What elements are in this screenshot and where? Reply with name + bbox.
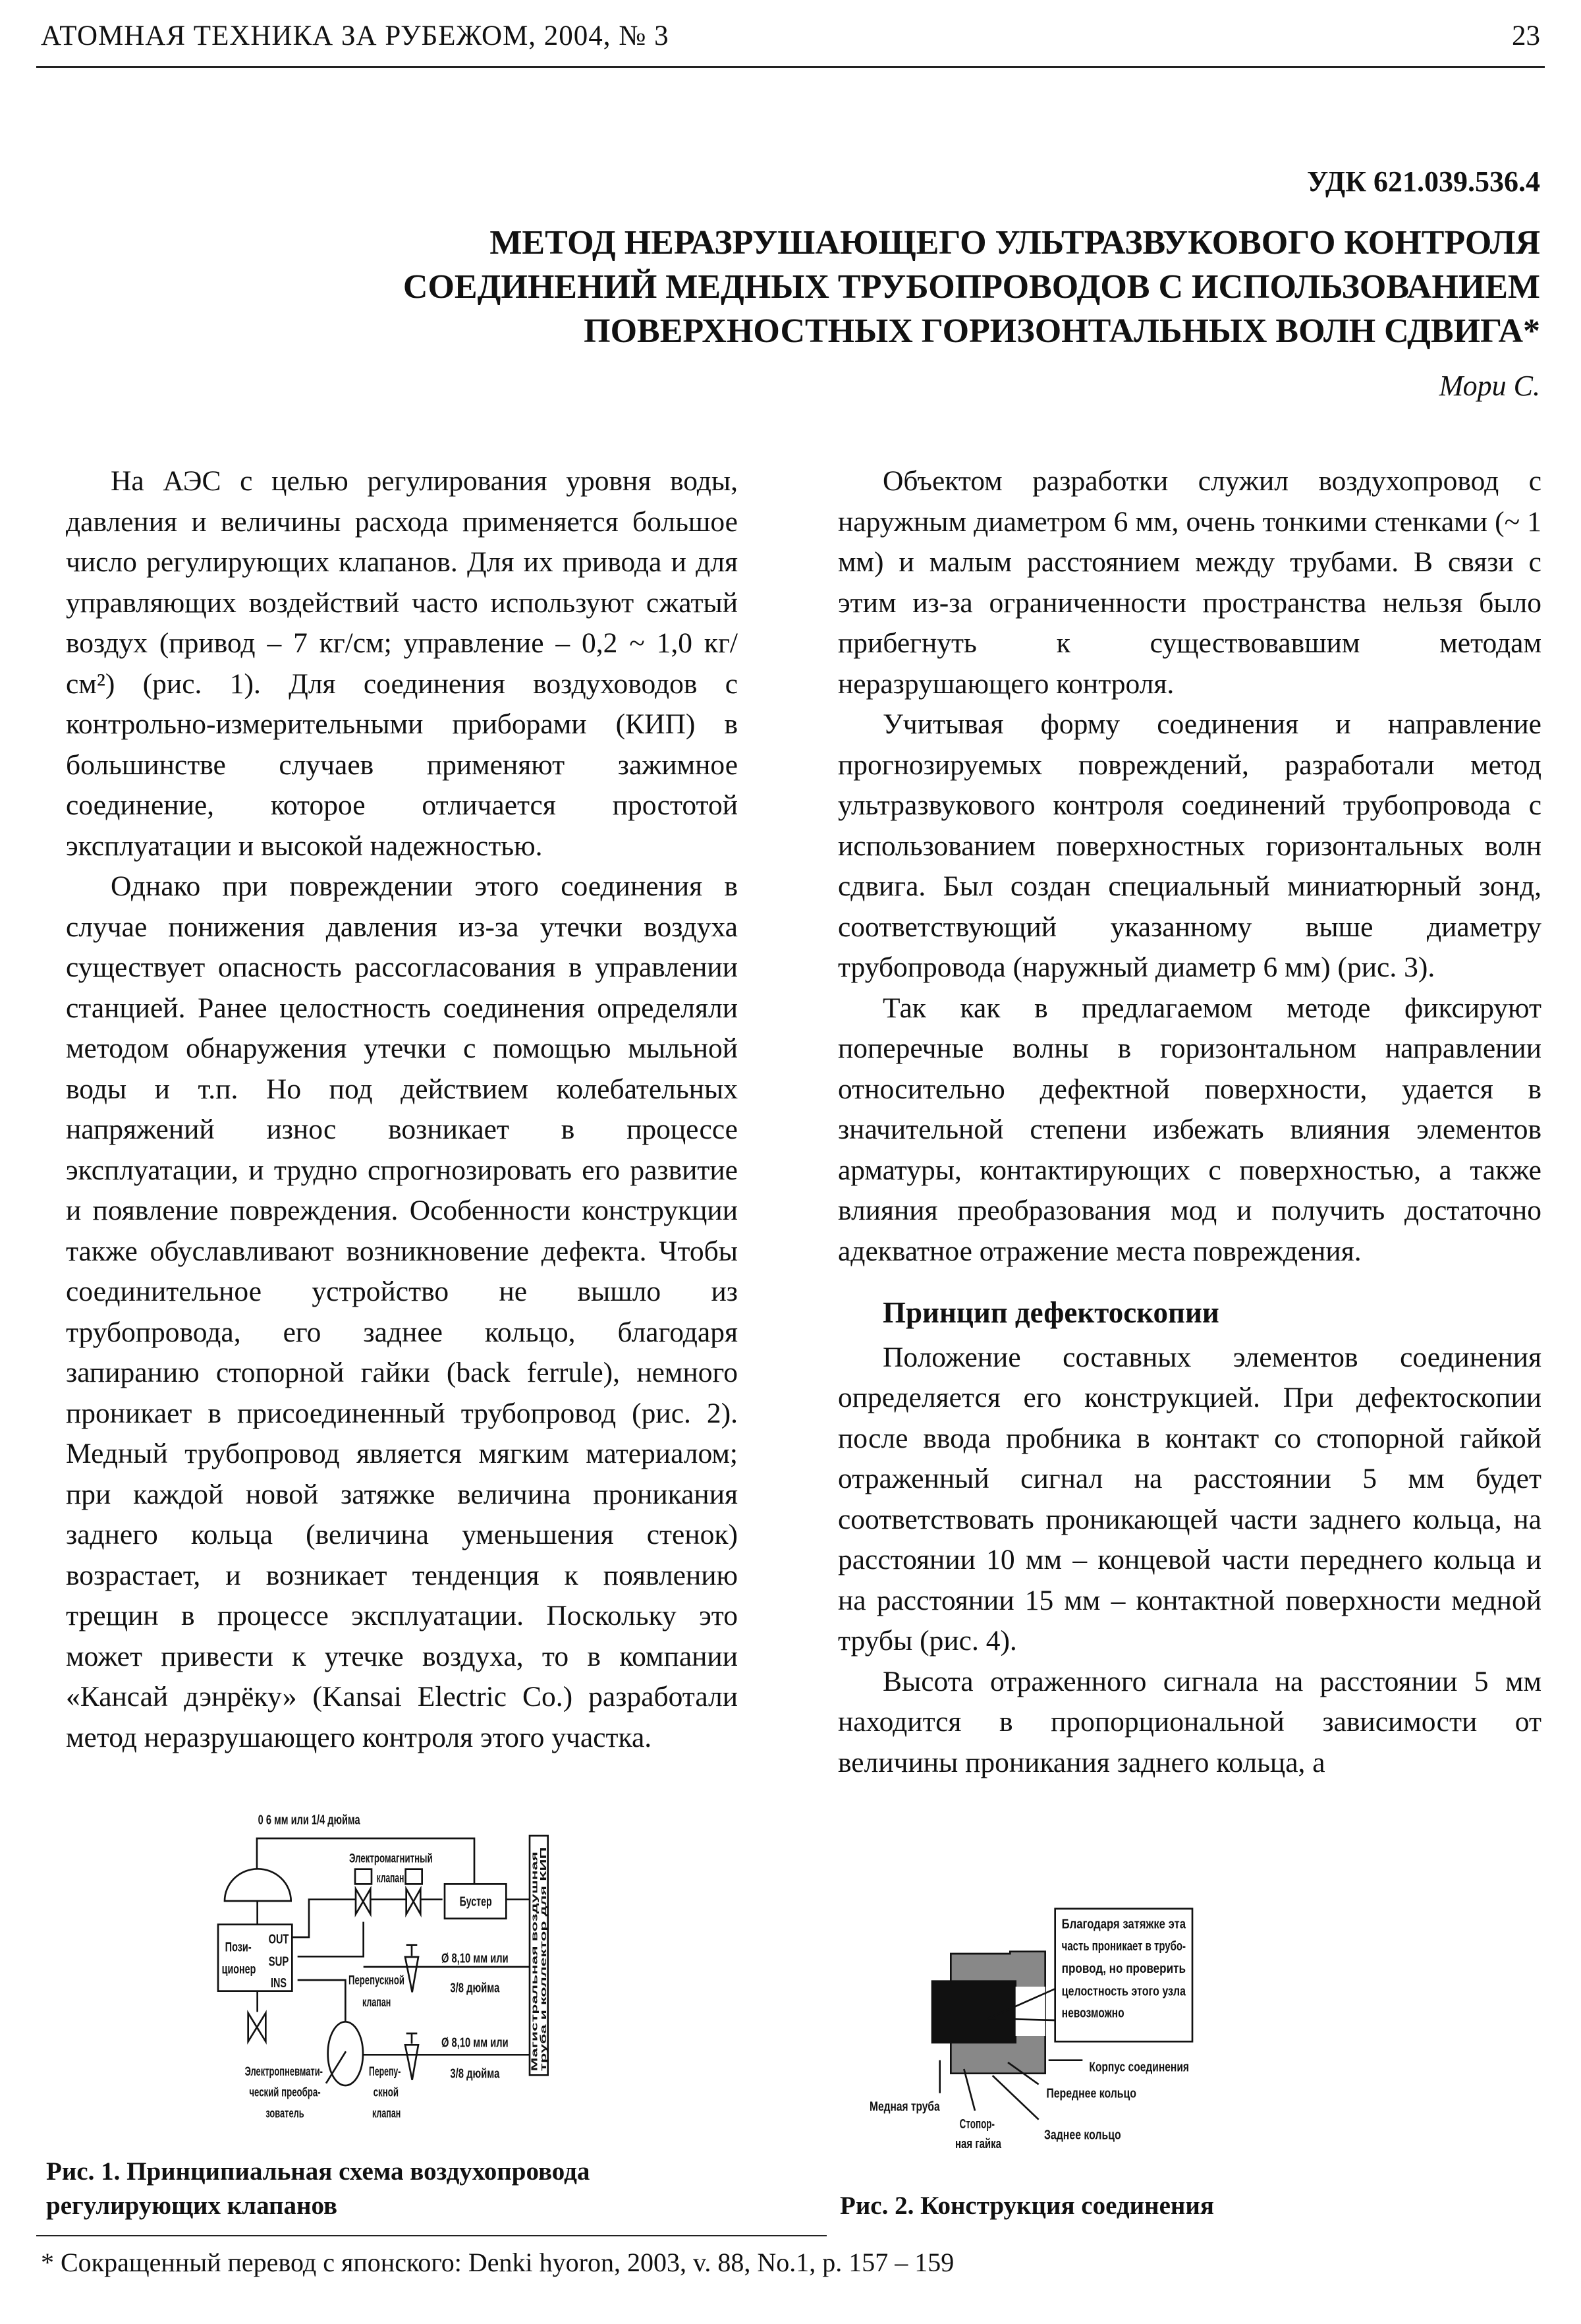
nut-label: Стопор- xyxy=(959,2117,995,2132)
copper-pipe-label: Медная труба xyxy=(870,2099,941,2114)
positioner-label: ционер xyxy=(221,1962,256,1977)
paragraph: Положение составных элементов соединения определяется его конструкцией. При дефектоскопии после ввода пробника в контакт со стопорной гайкой отраженный сигнал на расстоянии 5 мм будет соответствовать проникающей части заднего кольца, на расстоянии 10 мм – концевой части переднего кольца и на расстоянии 15 мм – контактной поверхности медной трубы (рис. 4). xyxy=(838,1341,1541,1657)
solenoid-label: клапан xyxy=(376,1871,404,1886)
pipe-size-label: Ø 8,10 мм или xyxy=(441,2035,509,2051)
running-head: АТОМНАЯ ТЕХНИКА ЗА РУБЕЖОМ, 2004, № 3 xyxy=(41,20,669,51)
footnote: * Сокращенный перевод с японского: Denki hyoron, 2003, v. 88, No.1, p. 157 – 159 xyxy=(41,2248,955,2277)
section-heading: Принцип дефектоскопии xyxy=(883,1296,1219,1329)
paragraph: Так как в предлагаемом методе фиксируют поперечные волны в горизонтальном направлении относительно дефектной поверхности, удается в значительной степени избежать влияния элементов арматуры, контактирующих с поверхностью, а также влияния преобразования мод и получить достаточно адекватное отражение места повреждения. xyxy=(838,992,1541,1267)
paragraph: Высота отраженного сигнала на расстоянии 5 мм находится в пропорциональной зависимости от величины проникания заднего кольца, а xyxy=(838,1665,1541,1778)
back-ferrule-label: Заднее кольцо xyxy=(1044,2128,1121,2143)
port-out-label: OUT xyxy=(268,1932,289,1947)
callout-text: целостность этого узла xyxy=(1061,1984,1186,1999)
callout-text: часть проникает в трубо- xyxy=(1061,1939,1186,1954)
footnote-rule xyxy=(36,2235,827,2236)
converter-label: Электропневмати- xyxy=(244,2065,323,2079)
title-line: МЕТОД НЕРАЗРУШАЮЩЕГО УЛЬТРАЗВУКОВОГО КОНТРОЛЯ xyxy=(489,224,1540,262)
callout-text: провод, но проверить xyxy=(1061,1962,1186,1976)
paragraph: Однако при повреждении этого соединения в случае понижения давления из-за утечки воздуха существует опасность рассогласования в управлении станцией. Ранее целостность соединения определяли методом обнаружения утечки с помощью мыльной воды и т.п. Но под действием колебательных напряжений износ возникает в процессе эксплуатации, и трудно спрогнозировать его развитие и появление повреждения. Особенности конструкции также обуславливают возникновение дефекта. Чтобы соединительное устройство не вышло из трубопровода, его заднее кольцо, благодаря запиранию стопорной гайки (back ferrule), немного проникает в присоединенный трубопровод (рис. 2). Медный трубопровод является мягким материалом; при каждой новой затяжке величина проникания заднего кольца (величина уменьшения стенок) возрастает, и возникает тенденция к появлению трещин в процессе эксплуатации. Поскольку это может привести к утечке воздуха, то в компании «Кансай дэнрёку» (Kansai Electric Co.) разработали метод неразрушающего контроля этого участка. xyxy=(66,870,738,1753)
bypass-valve-label: скной xyxy=(373,2085,399,2100)
author: Мори С. xyxy=(1439,370,1540,402)
header-pipe-label: труба и коллектор для КИП xyxy=(538,1952,548,2072)
bypass-valve-label: клапан xyxy=(372,2107,401,2121)
solenoid-valve-icon xyxy=(406,1889,421,1914)
header-pipe-label: Магистральная воздушная xyxy=(529,1953,540,2072)
control-valve-icon xyxy=(248,2013,266,2041)
nut-label: ная гайка xyxy=(955,2137,1002,2151)
port-ins-label: INS xyxy=(271,1976,287,1991)
page-number: 23 xyxy=(1512,20,1540,51)
figure-1-diagram xyxy=(40,1779,738,2148)
port-sup-label: SUP xyxy=(268,1954,289,1970)
front-ferrule-label: Переднее кольцо xyxy=(1046,2086,1136,2101)
right-column xyxy=(838,461,1541,1783)
bypass-valve-icon xyxy=(405,1957,418,1992)
title-line: СОЕДИНЕНИЙ МЕДНЫХ ТРУБОПРОВОДОВ С ИСПОЛЬЗОВАНИЕМ xyxy=(402,268,1540,306)
callout-text: невозможно xyxy=(1061,2006,1124,2021)
title-line: ПОВЕРХНОСТНЫХ ГОРИЗОНТАЛЬНЫХ ВОЛН СДВИГА* xyxy=(584,312,1540,350)
solenoid-valve-icon xyxy=(356,1889,370,1914)
solenoid-label: Электромагнитный xyxy=(349,1852,433,1866)
paragraph: Учитывая форму соединения и направление прогнозируемых повреждений, разработали метод ультразвукового контроля соединений трубопровода с использованием поверхностных горизонтальных волн сдвига. Был создан специальный миниатюрный зонд, соответствующий указанному выше диаметру трубопровода (наружный диаметр 6 мм) (рис. 3). xyxy=(838,708,1541,983)
ins-line xyxy=(298,1980,346,2022)
positioner-label: Пози- xyxy=(225,1939,252,1955)
figure-1-caption: Рис. 1. Принципиальная схема воздухопровода регулирующих клапанов xyxy=(46,2157,590,2220)
fig1-top-label: 0 6 мм или 1/4 дюйма xyxy=(258,1812,361,1828)
udk-code: УДК 621.039.536.4 xyxy=(1306,165,1540,198)
header-rule xyxy=(36,66,1545,68)
booster-label: Бустер xyxy=(459,1894,492,1910)
figure-2-caption: Рис. 2. Конструкция соединения xyxy=(840,2192,1214,2220)
actuator-dome xyxy=(225,1869,291,1901)
article-title xyxy=(223,221,1540,353)
pipe-size-label: Ø 8,10 мм или xyxy=(441,1951,509,1966)
pipe-size-label: 3/8 дюйма xyxy=(450,1981,500,1996)
bypass-valve-label: Перепу- xyxy=(369,2065,401,2079)
callout-text: Благодаря затяжке эта xyxy=(1061,1917,1186,1932)
bypass-valve-icon xyxy=(405,2045,418,2080)
converter-label: зователь xyxy=(265,2107,304,2121)
paragraph: Объектом разработки служил воздухопровод с наружным диаметром 6 мм, очень тонкими стенками (~ 1 мм) и малым расстоянием между трубами. В связи с этим из-за ограниченности пространства нельзя было прибегнуть к существовавшим методам неразрушающего контроля. xyxy=(838,465,1541,700)
converter-label: ческий преобра- xyxy=(249,2085,321,2100)
bypass-valve-label: Перепускной xyxy=(348,1973,404,1988)
body-label: Корпус соединения xyxy=(1089,2060,1189,2075)
paragraph: На АЭС с целью регулирования уровня воды, давления и величины расхода применяется большое число регулирующих клапанов. Для их привода и для управляющих воздействий часто используют сжатый воздух (привод – 7 кг/см; управление – 0,2 ~ 1,0 кг/см²) (рис. 1). Для соединения воздуховодов с контрольно-измерительными приборами (КИП) в большинстве случаев применяют зажимное соединение, которое отличается простотой эксплуатации и высокой надежностью. xyxy=(66,465,738,862)
pipe-size-label: 3/8 дюйма xyxy=(450,2066,500,2082)
bypass-valve-label: клапан xyxy=(362,1996,391,2010)
left-column xyxy=(66,461,738,1758)
figure-2-diagram xyxy=(856,1878,1449,2155)
